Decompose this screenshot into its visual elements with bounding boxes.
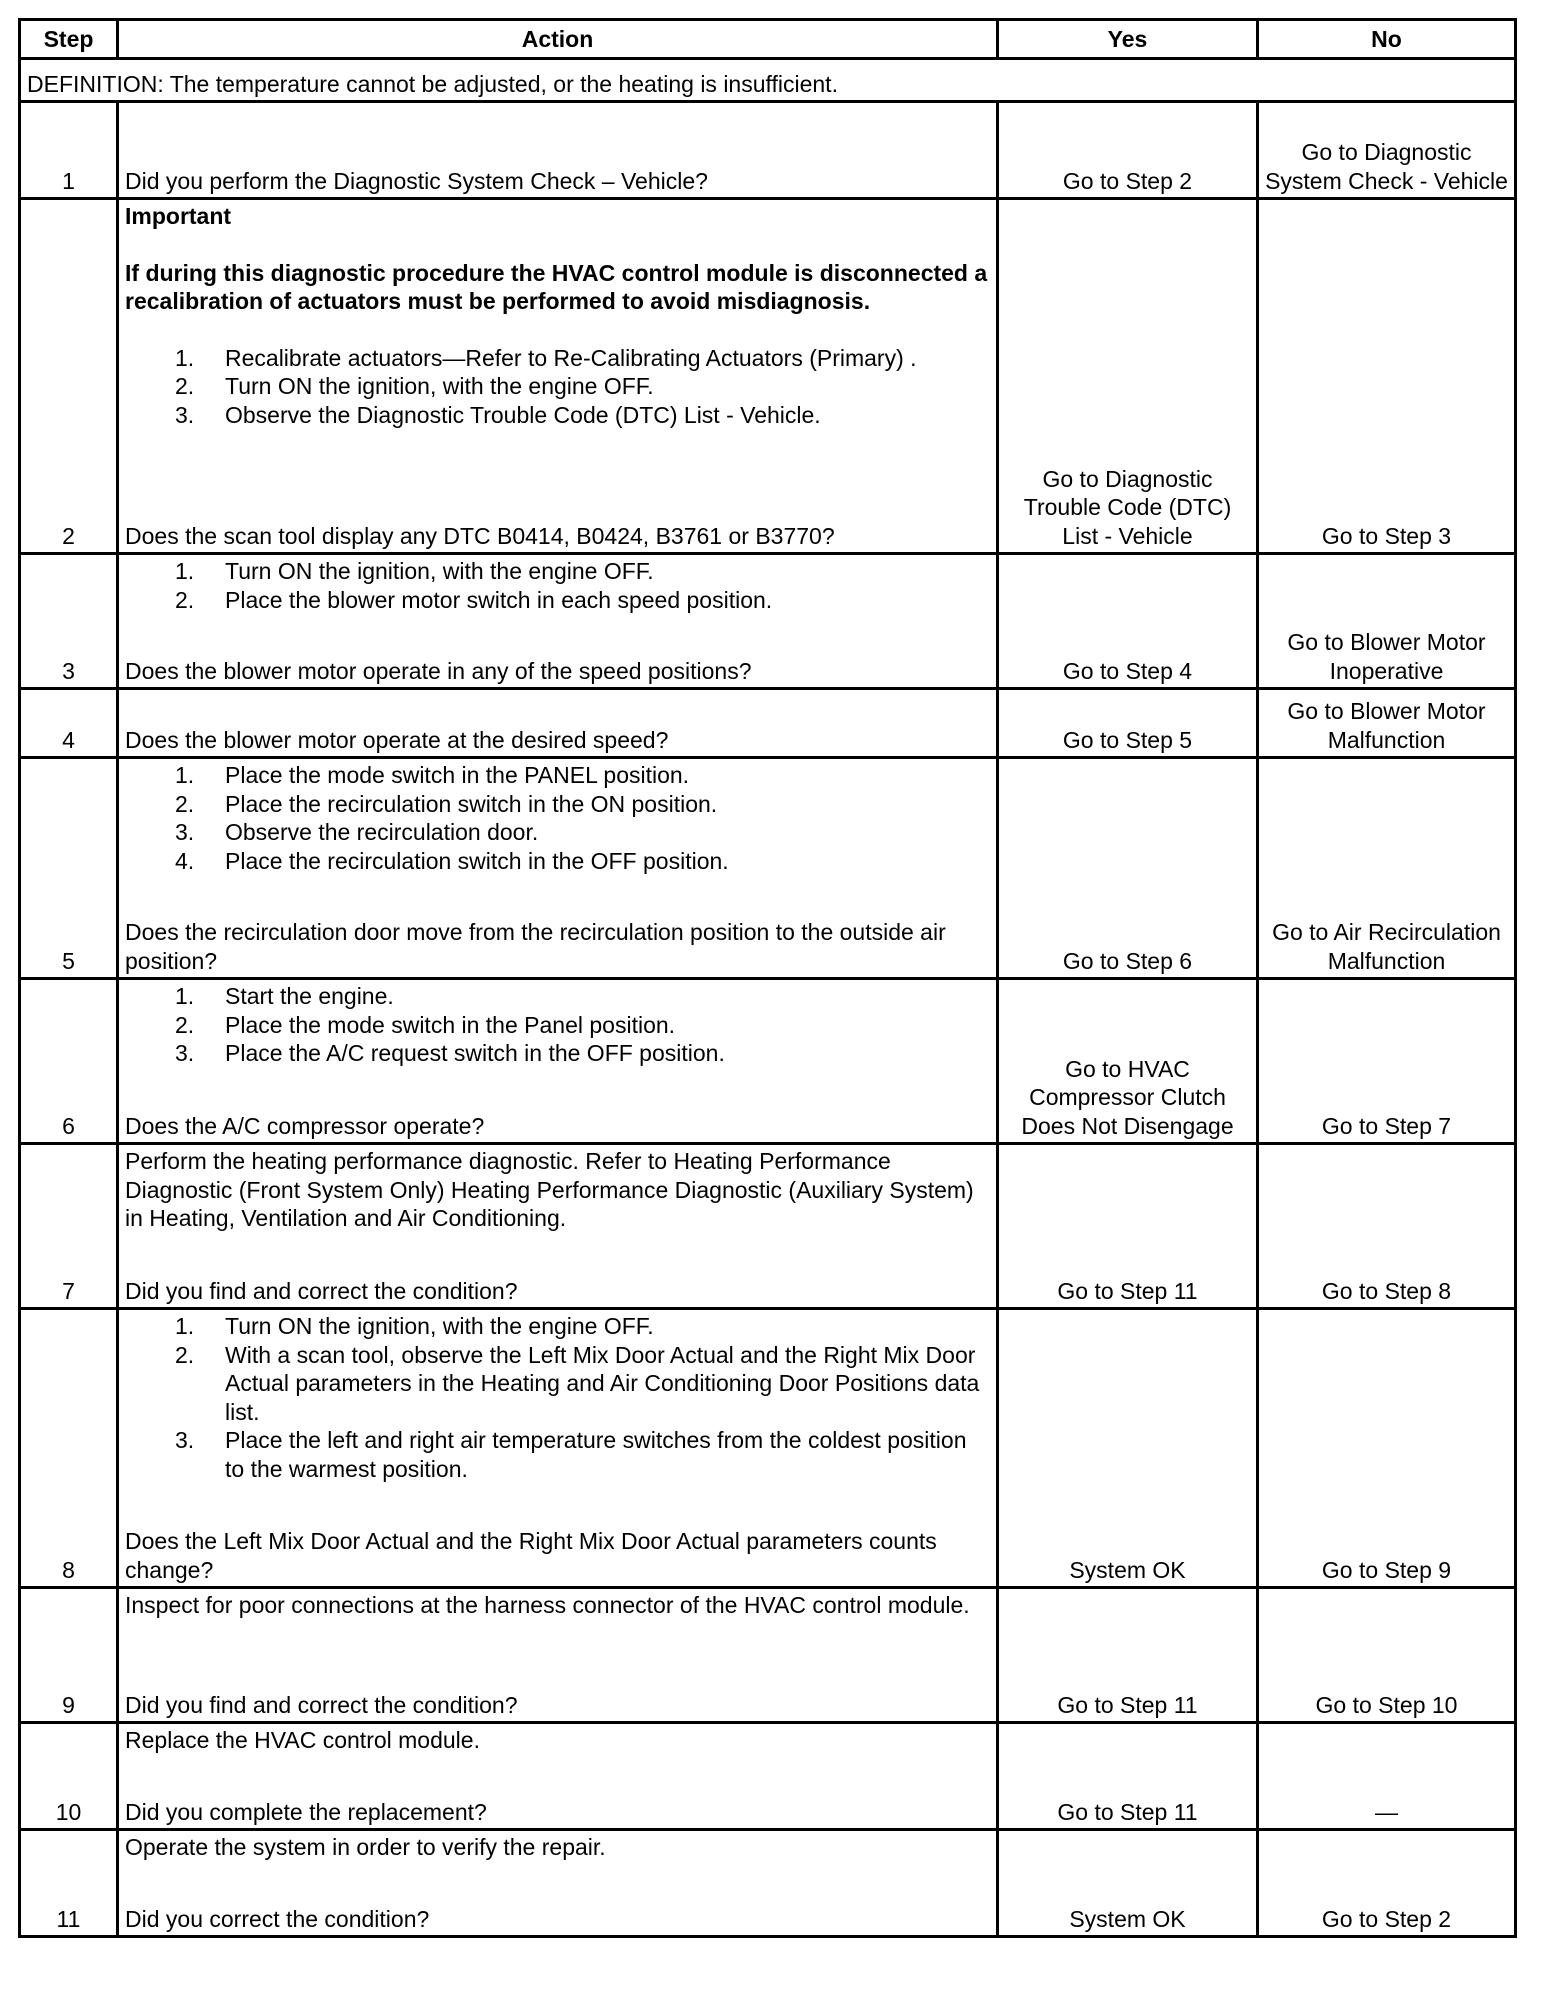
procedure-list	[125, 761, 990, 875]
table-row	[20, 1588, 1516, 1723]
step-number: 8	[20, 1309, 118, 1588]
no-cell: Go to Diagnostic System Check - Vehicle	[1258, 102, 1516, 199]
no-cell: Go to Air Recirculation Malfunction	[1258, 758, 1516, 979]
list-item: 1. Place the mode switch in the PANEL position.	[175, 762, 690, 788]
header-action: Action	[118, 20, 998, 59]
table-row	[20, 1144, 1516, 1309]
header-step: Step	[20, 20, 118, 59]
list-item: 1. Turn ON the ignition, with the engine OFF.	[175, 1313, 654, 1339]
step-number: 10	[20, 1723, 118, 1830]
no-cell: Go to Step 10	[1258, 1588, 1516, 1723]
table-row	[20, 199, 1516, 554]
important-text: If during this diagnostic procedure the HVAC control module is disconnected a recalibration of actuators must be performed to avoid misdiagnosis.	[125, 259, 988, 314]
yes-cell: Go to Step 6	[998, 758, 1258, 979]
definition-row	[20, 59, 1516, 102]
list-item: 2. Place the mode switch in the Panel position.	[175, 1011, 676, 1038]
important-label: Important	[125, 203, 232, 229]
table-row	[20, 1309, 1516, 1588]
action-cell	[118, 102, 998, 199]
action-text: Replace the HVAC control module.	[125, 1727, 480, 1753]
list-item: 3. Place the left and right air temperature switches from the coldest position to the warmest position.	[175, 1427, 967, 1482]
diagnostic-table-container	[18, 18, 1514, 1938]
yes-cell: Go to Step 11	[998, 1588, 1258, 1723]
no-cell: —	[1258, 1723, 1516, 1830]
action-cell	[118, 979, 998, 1144]
table-row	[20, 1830, 1516, 1937]
question-text: Did you correct the condition?	[125, 1905, 430, 1932]
procedure-list	[125, 344, 990, 430]
no-cell: Go to Step 8	[1258, 1144, 1516, 1309]
question-text: Does the recirculation door move from the recirculation position to the outside air position?	[125, 919, 946, 974]
action-text: Did you perform the Diagnostic System Check – Vehicle?	[125, 167, 708, 194]
list-item: 2. With a scan tool, observe the Left Mix Door Actual and the Right Mix Door Actual parameters in the Heating and Air Conditioning Door Positions data list.	[175, 1341, 980, 1425]
header-row	[20, 20, 1516, 59]
procedure-list	[125, 557, 990, 614]
list-item: 2. Place the recirculation switch in the ON position.	[175, 790, 718, 817]
yes-cell: Go to Diagnostic Trouble Code (DTC) List - Vehicle	[998, 199, 1258, 554]
action-cell	[118, 1309, 998, 1588]
list-item: 2. Turn ON the ignition, with the engine OFF.	[175, 373, 654, 399]
yes-cell: Go to Step 11	[998, 1723, 1258, 1830]
list-item: 3. Observe the Diagnostic Trouble Code (DTC) List - Vehicle.	[175, 401, 821, 428]
step-number: 9	[20, 1588, 118, 1723]
action-cell	[118, 1144, 998, 1309]
action-text: Does the blower motor operate at the desired speed?	[125, 726, 669, 753]
procedure-list	[125, 1312, 990, 1483]
table-row	[20, 979, 1516, 1144]
step-number: 6	[20, 979, 118, 1144]
step-number: 2	[20, 199, 118, 554]
question-text: Does the blower motor operate in any of the speed positions?	[125, 657, 752, 684]
list-item: 1. Recalibrate actuators—Refer to Re-Calibrating Actuators (Primary) .	[175, 344, 917, 371]
table-row	[20, 1723, 1516, 1830]
action-text: Perform the heating performance diagnostic. Refer to Heating Performance Diagnostic (Front System Only) Heating Performance Diagnostic (Auxiliary System) in Heating, Ventilation and Air Conditioning.	[125, 1148, 974, 1231]
action-cell	[118, 199, 998, 554]
no-cell: Go to Blower Motor Inoperative	[1258, 554, 1516, 689]
yes-cell: Go to Step 11	[998, 1144, 1258, 1309]
question-text: Did you find and correct the condition?	[125, 1691, 518, 1718]
action-cell	[118, 1830, 998, 1937]
step-number: 11	[20, 1830, 118, 1937]
question-text: Does the scan tool display any DTC B0414, B0424, B3761 or B3770?	[125, 522, 835, 549]
no-cell: Go to Step 2	[1258, 1830, 1516, 1937]
no-cell: Go to Blower Motor Malfunction	[1258, 689, 1516, 758]
list-item: 3. Observe the recirculation door.	[175, 819, 539, 845]
question-text: Did you complete the replacement?	[125, 1798, 487, 1825]
step-number: 7	[20, 1144, 118, 1309]
table-row	[20, 102, 1516, 199]
question-text: Did you find and correct the condition?	[125, 1277, 518, 1304]
no-cell: Go to Step 9	[1258, 1309, 1516, 1588]
table-row	[20, 554, 1516, 689]
action-cell	[118, 554, 998, 689]
action-cell	[118, 758, 998, 979]
step-number: 5	[20, 758, 118, 979]
procedure-list	[125, 982, 990, 1068]
list-item: 1. Start the engine.	[175, 983, 394, 1009]
list-item: 1. Turn ON the ignition, with the engine OFF.	[175, 558, 654, 584]
question-text: Does the A/C compressor operate?	[125, 1112, 485, 1139]
diagnostic-table	[18, 18, 1517, 1938]
list-item: 4. Place the recirculation switch in the OFF position.	[175, 847, 729, 874]
table-row	[20, 758, 1516, 979]
action-text: Inspect for poor connections at the harness connector of the HVAC control module.	[125, 1592, 970, 1618]
step-number: 3	[20, 554, 118, 689]
question-text: Does the Left Mix Door Actual and the Right Mix Door Actual parameters counts change?	[125, 1528, 937, 1583]
action-text: Operate the system in order to verify the repair.	[125, 1834, 606, 1860]
table-row	[20, 689, 1516, 758]
list-item: 3. Place the A/C request switch in the OFF position.	[175, 1040, 725, 1066]
no-cell: Go to Step 3	[1258, 199, 1516, 554]
step-number: 4	[20, 689, 118, 758]
yes-cell: System OK	[998, 1309, 1258, 1588]
yes-cell: Go to Step 5	[998, 689, 1258, 758]
yes-cell: Go to Step 2	[998, 102, 1258, 199]
definition-text: DEFINITION: The temperature cannot be adjusted, or the heating is insufficient.	[20, 59, 1516, 102]
header-yes: Yes	[998, 20, 1258, 59]
action-cell	[118, 1723, 998, 1830]
header-no: No	[1258, 20, 1516, 59]
step-number: 1	[20, 102, 118, 199]
yes-cell: System OK	[998, 1830, 1258, 1937]
no-cell: Go to Step 7	[1258, 979, 1516, 1144]
list-item: 2. Place the blower motor switch in each speed position.	[175, 586, 773, 613]
action-cell	[118, 1588, 998, 1723]
action-cell	[118, 689, 998, 758]
yes-cell: Go to Step 4	[998, 554, 1258, 689]
yes-cell: Go to HVAC Compressor Clutch Does Not Disengage	[998, 979, 1258, 1144]
